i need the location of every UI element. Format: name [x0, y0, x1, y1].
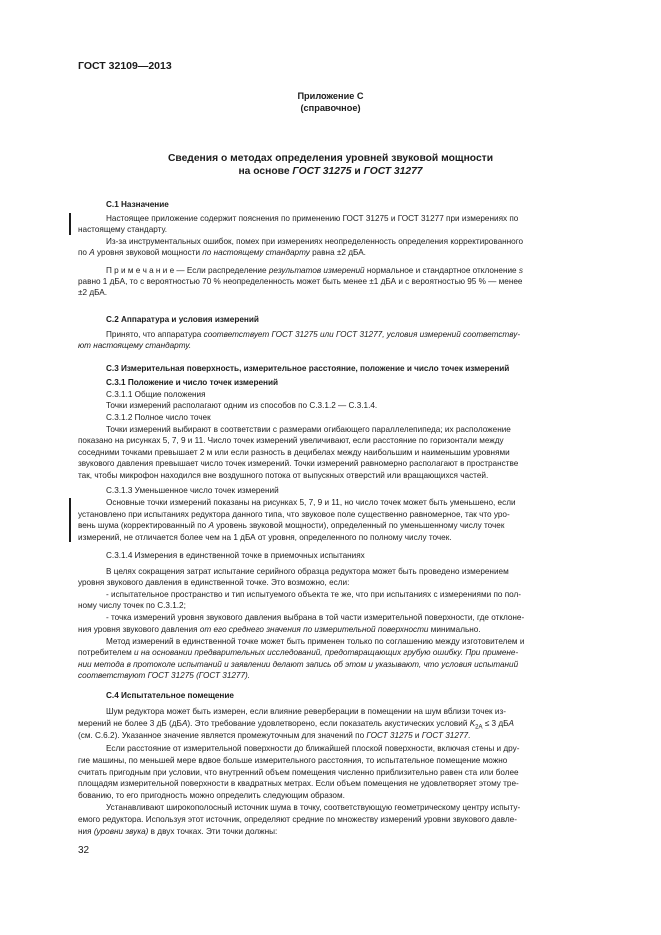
- text-line: по A уровня звуковой мощности по настоящему стандарту равна ±2 дБА.: [78, 248, 366, 257]
- appendix-label: [0, 90, 661, 114]
- text-line: (см. С.6.2). Указанное значение является промежуточным для значений по ГОСТ 31275 и ГОСТ 31277.: [78, 731, 471, 740]
- heading-c2: С.2 Аппаратура и условия измерений: [106, 315, 259, 324]
- text-line: ют настоящему стандарту.: [78, 341, 192, 350]
- text-line: Устанавливают широкополосный источник шума в точку, соответствующую геометрическому центру испыту-: [106, 803, 521, 812]
- heading-c4: С.4 Испытательное помещение: [106, 691, 234, 700]
- text-line: Если расстояние от измерительной поверхности до ближайшей плоской поверхности, включая стены и дру-: [106, 744, 520, 753]
- list-item: - испытательное пространство и тип испытуемого объекта те же, что при испытаниях с измерениями по пол-: [106, 590, 522, 599]
- appendix-kind: (справочное): [300, 103, 361, 113]
- text-line: звукового давления превышает число точек измерений. Точки измерений равномерно располагают в пространстве: [78, 459, 519, 468]
- heading-c31: С.3.1 Положение и число точек измерений: [106, 378, 279, 387]
- heading-c3: С.3 Измерительная поверхность, измерительное расстояние, положение и число точек измерений: [106, 364, 510, 373]
- text-line: ния (уровни звука) в двух точках. Эти точки должны:: [78, 827, 278, 836]
- text-line: установлено при испытаниях редуктора данного типа, что звуковое поле существенно равномерное, так что уро-: [78, 510, 510, 519]
- note-line: П р и м е ч а н и е — Если распределение результатов измерений нормальное и стандартное отклонение s: [106, 266, 523, 275]
- text-line: Точки измерений располагают одним из способов по С.3.1.2 — С.3.1.4.: [106, 401, 378, 410]
- text-line: площадям измерительной поверхности в квадратных метрах. Если объем помещения не удовлетворяет этому тре-: [78, 779, 519, 788]
- text-line: Основные точки измерений показаны на рисунках 5, 7, 9 и 11, но число точек может быть уменьшено, если: [106, 498, 516, 507]
- text-line: вень шума (корректированный по A уровень звуковой мощности), определенный по уменьшенному числу точек: [78, 521, 505, 530]
- text-line: мерений не более 3 дБ (дБA). Это требование удовлетворено, если показатель акустических условий $K_{2A} \le 3$ дБA: [78, 719, 515, 731]
- text-line: бованию, то его пригодность можно определить следующим образом.: [78, 791, 345, 800]
- text-line: Метод измерений в единственной точке может быть применен только по соглашению между изготовителем и: [106, 637, 525, 646]
- text-line: потребителем и на основании предварительных исследований, предотвращающих грубую ошибку. При примене-: [78, 648, 519, 657]
- text-line: считать пригодным при условии, что внутренний объем помещения численно приблизительно равен ста или более: [78, 768, 519, 777]
- text-line: соседними точками превышает 2 м или если разность в децибелах между наибольшим и наименьшим уровнями: [78, 448, 510, 457]
- revision-bar: [69, 213, 71, 235]
- list-item-cont: ному числу точек по С.3.1.2;: [78, 601, 186, 610]
- subheading: С.3.1.3 Уменьшенное число точек измерений: [106, 486, 279, 495]
- title-line-1: Сведения о методах определения уровней звуковой мощности: [167, 153, 494, 164]
- text-line: Из-за инструментальных ошибок, помех при измерениях неопределенность определения корректированного: [106, 237, 524, 246]
- text-line: В целях сокращения затрат испытание серийного образца редуктора может быть проведено измерением: [106, 567, 509, 576]
- subheading: С.3.1.2 Полное число точек: [106, 413, 211, 422]
- text-line: гие машины, по меньшей мере вдвое больше измерительного расстояния, то испытательное помещение можно: [78, 756, 508, 765]
- text-line: настоящему стандарту.: [78, 225, 168, 234]
- heading-c1: С.1 Назначение: [106, 200, 169, 209]
- running-header: ГОСТ 32109—2013: [78, 60, 172, 72]
- title-line-2: на основе ГОСТ 31275 и ГОСТ 31277: [238, 166, 423, 177]
- text-line: уровня звукового давления в единственной точке. Это возможно, если:: [78, 578, 350, 587]
- text-line: измерений, не отличается более чем на 1 дБА от уровня, определенного по полному числу точек.: [78, 533, 452, 542]
- text-line: соответствуют ГОСТ 31275 (ГОСТ 31277).: [78, 671, 251, 680]
- note-line: равно 1 дБА, то с вероятностью 70 % неопределенность может быть менее ±1 дБА и с вероятностью 95 % — менее: [78, 277, 523, 286]
- text-line: показано на рисунках 5, 7, 9 и 11. Число точек измерений увеличивают, если расстояние по горизонтали между: [78, 436, 504, 445]
- text-line: так, чтобы микрофон находился вне воздушного потока от выпускных отверстий или вращающихся частей.: [78, 471, 489, 480]
- note-line: ±2 дБА.: [78, 288, 108, 297]
- revision-bar: [69, 498, 71, 542]
- text-line: емого редуктора. Используя этот источник, определяют средние по множеству измерений уровни звукового давле-: [78, 815, 517, 824]
- text-line: Настоящее приложение содержит пояснения по применению ГОСТ 31275 и ГОСТ 31277 при измерениях по: [106, 214, 519, 223]
- subheading: С.3.1.4 Измерения в единственной точке в приемочных испытаниях: [106, 551, 365, 560]
- list-item-cont: ния уровня звукового давления от его среднего значения по измерительной поверхности минимально.: [78, 625, 481, 634]
- section-title: [0, 152, 661, 178]
- text-line: нии метода в протоколе испытаний и заявлении делают запись об этом и указывают, что условия испытаний: [78, 660, 519, 669]
- text-line: Принято, что аппаратура соответствует ГОСТ 31275 или ГОСТ 31277, условия измерений соответству-: [106, 330, 521, 339]
- text-line: Точки измерений выбирают в соответствии с размерами огибающего параллелепипеда; их расположение: [106, 425, 511, 434]
- page-number: 32: [78, 845, 90, 856]
- subheading: С.3.1.1 Общие положения: [106, 390, 206, 399]
- appendix-title: Приложение С: [297, 91, 364, 101]
- text-line: Шум редуктора может быть измерен, если влияние реверберации в помещении на шум вблизи точек из-: [106, 707, 506, 716]
- list-item: - точка измерений уровня звукового давления выбрана в той части измерительной поверхности, где отклоне-: [106, 613, 525, 622]
